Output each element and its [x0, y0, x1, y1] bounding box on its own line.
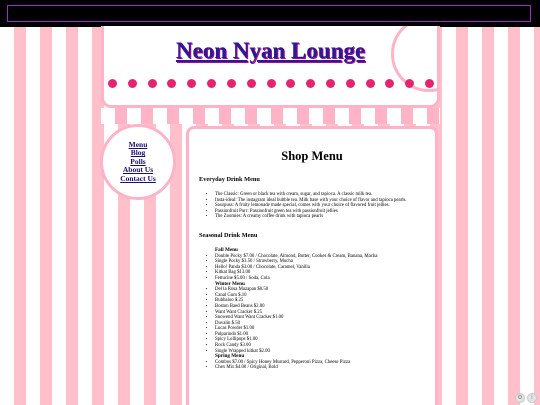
- list-item: • Single Pocky $3.50 / Strawberry, Mucha: [215, 259, 425, 265]
- section-title-everyday: Everyday Drink Menu: [199, 176, 260, 183]
- dot-decoration: [148, 79, 157, 88]
- list-item: • The Zoomies: A creamy coffee drink with tapioca pearls: [215, 214, 425, 220]
- site-title[interactable]: Neon Nyan Lounge: [175, 38, 366, 63]
- subheading-spring: Spring Menu: [215, 353, 245, 360]
- list-item: • Bubbaloo $.25: [215, 298, 425, 304]
- nav-menu: [100, 124, 176, 200]
- everyday-drink-list: [199, 192, 425, 220]
- info-icon[interactable]: i: [527, 393, 537, 403]
- list-item: • Spicy Lollipops $1.00: [215, 337, 425, 343]
- list-item: • Snowend Want Want Cracker $1.00: [215, 315, 425, 321]
- site-header: [101, 26, 440, 108]
- corner-controls: [515, 393, 537, 403]
- list-item: • Combos $7.00 / Spicy Honey Mustard, Pepperoni Pizza, Cheese Pizza: [215, 360, 425, 366]
- list-item: • Canal Gum $.10: [215, 293, 425, 299]
- list-item: • Fettucine $5.00 / Soda, Cola: [215, 276, 425, 282]
- seasonal-drink-list: [199, 248, 425, 371]
- page-title: Shop Menu: [281, 149, 343, 163]
- list-item: • Insta-ideal: The instagram ideal bubble tea. Milk base with your choice of flavor and tapioca pearls.: [215, 198, 425, 204]
- list-item: • Lucas Powder $1.00: [215, 326, 425, 332]
- list-item: • Boston Baed Beans $2.00: [215, 304, 425, 310]
- nav-link-contact-us[interactable]: Contact Us: [120, 173, 156, 183]
- dot-decoration: [167, 79, 176, 88]
- nav-link-blog[interactable]: Blog: [130, 148, 146, 158]
- dot-decoration: [227, 79, 236, 88]
- top-bar-frame: [7, 5, 531, 22]
- dot-decoration: [286, 79, 295, 88]
- list-item: • Hello! Panda $3.00 / Chocolate, Caramel, Vanilla: [215, 265, 425, 271]
- awning-stripes: [101, 108, 440, 124]
- settings-icon[interactable]: ⚙: [515, 393, 525, 403]
- nav-link-menu[interactable]: Menu: [128, 139, 148, 149]
- subheading-winter: Winter Menu: [215, 280, 245, 287]
- subheading-fall: Fall Menu: [215, 246, 238, 253]
- dot-decoration: [425, 79, 434, 88]
- list-item: • Sourpuss: A fruity lemonade made special, comes with your choice of flavored fruit jellies.: [215, 203, 425, 209]
- list-item: • Chex Mix $4.00 / Original, Bold: [215, 365, 425, 371]
- dot-decoration: [108, 79, 117, 88]
- dot-decoration: [346, 79, 355, 88]
- dot-decoration: [366, 79, 375, 88]
- list-item: • Kitkat Bag $13.00: [215, 270, 425, 276]
- top-bar: [0, 0, 540, 27]
- dot-border: [108, 79, 434, 91]
- list-item: • Passionfruit Purr: Passionfruit green tea with passionfruit jellies: [215, 209, 425, 215]
- dot-decoration: [405, 79, 414, 88]
- dot-decoration: [267, 79, 276, 88]
- list-item: • Pulparindo $1.00: [215, 332, 425, 338]
- dot-decoration: [247, 79, 256, 88]
- list-item: • Duvalin $.50: [215, 321, 425, 327]
- nav-link-about-us[interactable]: About Us: [122, 165, 154, 175]
- list-item: • Del la Rosa Mazapan $0.50: [215, 287, 425, 293]
- list-item: • Want Want Cracker $.25: [215, 310, 425, 316]
- main-content: [186, 126, 438, 405]
- list-item: • Single Wrapped kitkat $2.00: [215, 349, 425, 355]
- dot-decoration: [187, 79, 196, 88]
- dot-decoration: [385, 79, 394, 88]
- nav-link-polls[interactable]: Polls: [130, 156, 146, 166]
- list-item: • Double Pocky $7.00 / Chocolate, Almond, Butter, Cookes & Cream, Banana, Macha: [215, 254, 425, 260]
- section-title-seasonal: Seasonal Drink Menu: [199, 231, 258, 239]
- dot-decoration: [326, 79, 335, 88]
- dot-decoration: [306, 79, 315, 88]
- list-item: • Rock Candy $3.00: [215, 343, 425, 349]
- dot-decoration: [207, 79, 216, 88]
- dot-decoration: [128, 79, 137, 88]
- list-item: • The Classic: Green or black tea with cream, sugar, and tapioca. A classic milk tea.: [215, 192, 425, 198]
